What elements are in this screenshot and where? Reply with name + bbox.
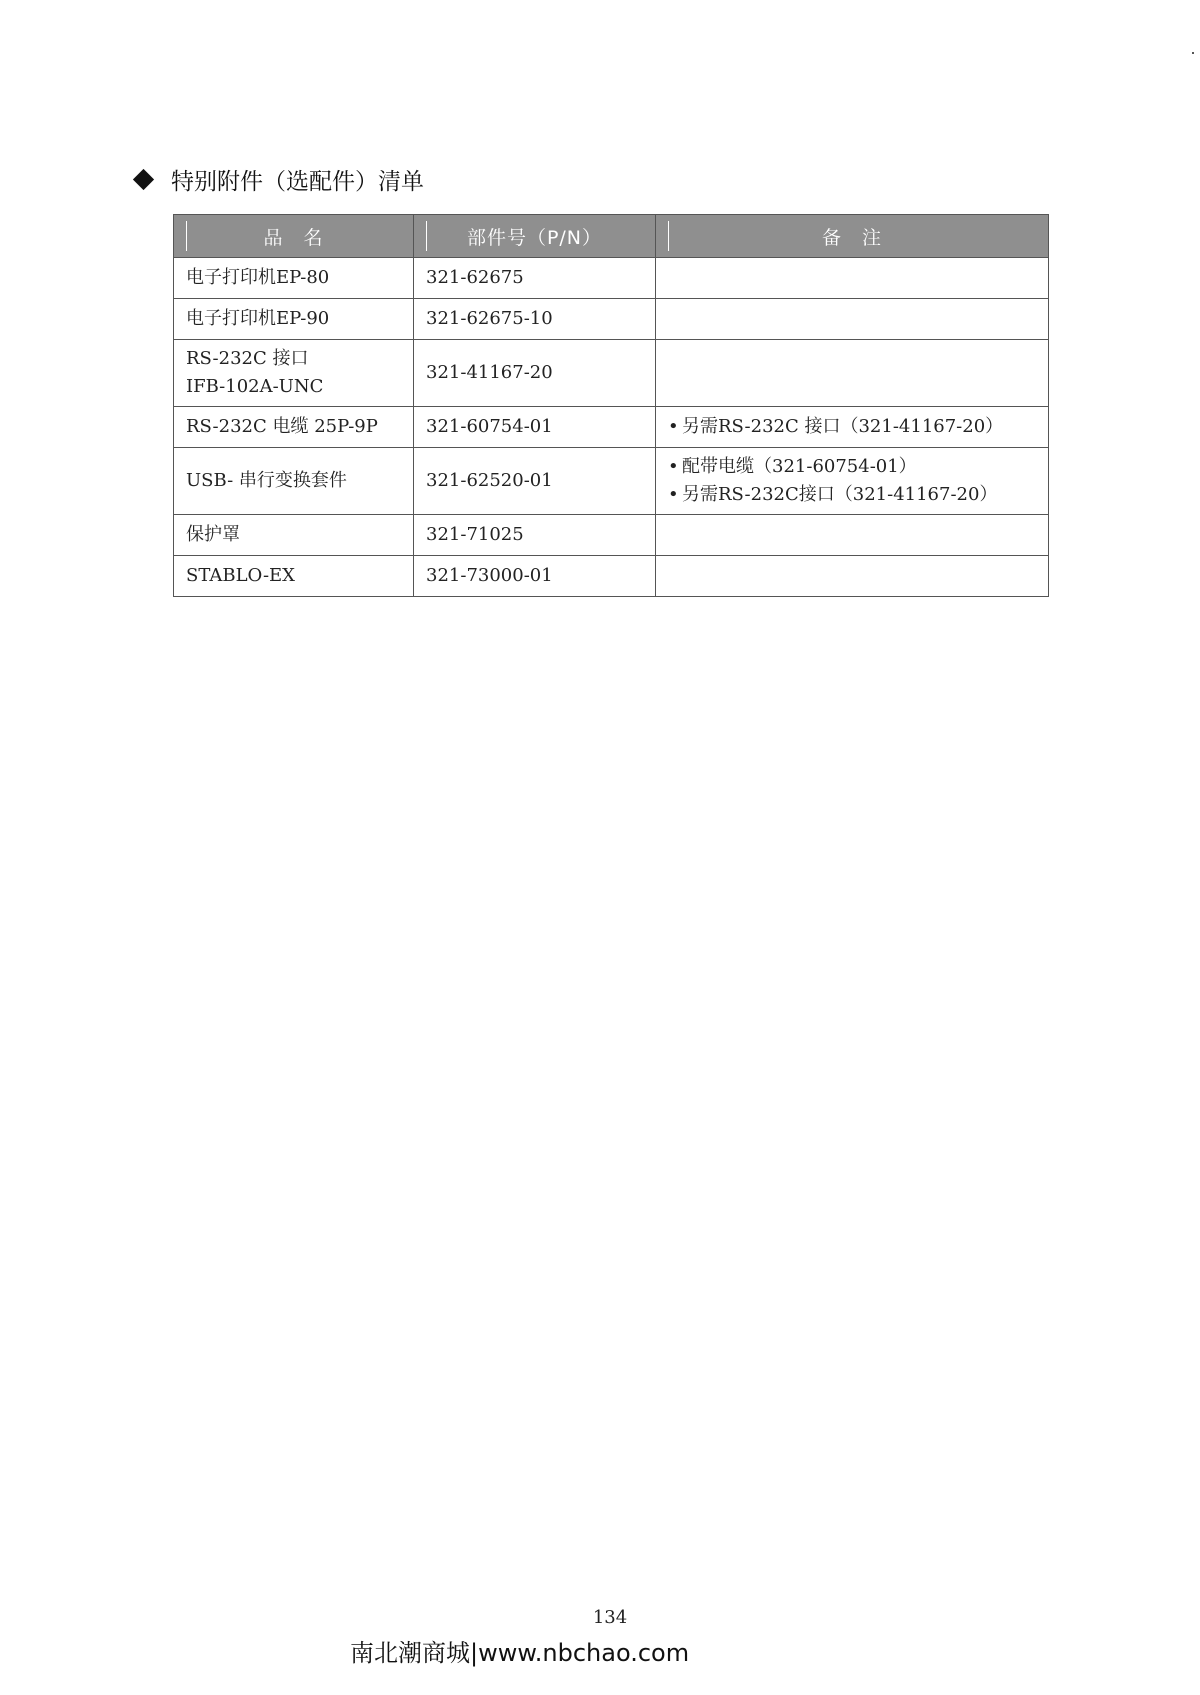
cell-remarks bbox=[656, 407, 1049, 448]
bullet-dot-icon: • bbox=[668, 456, 679, 477]
diamond-bullet-icon bbox=[133, 169, 154, 190]
header-remarks: 备 注 bbox=[656, 215, 1049, 258]
table-header-row bbox=[174, 215, 1049, 258]
cell-remarks bbox=[656, 340, 1049, 407]
cell-part-number: 321-62675-10 bbox=[414, 299, 656, 340]
cell-part-number: 321-60754-01 bbox=[414, 407, 656, 448]
section-heading bbox=[132, 163, 424, 196]
table-row bbox=[174, 340, 1049, 407]
cell-product-name: RS-232C 电缆 25P-9P bbox=[174, 407, 414, 448]
remark-item: • 配带电缆（321-60754-01） bbox=[668, 453, 1036, 481]
cell-product-name: RS-232C 接口 IFB-102A-UNC bbox=[174, 340, 414, 407]
cell-part-number: 321-62520-01 bbox=[414, 448, 656, 515]
bullet-dot-icon: • bbox=[668, 484, 679, 505]
cell-part-number: 321-62675 bbox=[414, 258, 656, 299]
cell-remarks bbox=[656, 556, 1049, 597]
cell-product-name: USB- 串行变换套件 bbox=[174, 448, 414, 515]
table-row bbox=[174, 258, 1049, 299]
page-number: 134 bbox=[592, 1607, 628, 1628]
table-row bbox=[174, 448, 1049, 515]
cell-product-name: 保护罩 bbox=[174, 515, 414, 556]
cell-product-name: STABLO-EX bbox=[174, 556, 414, 597]
header-part-number: 部件号（P/N） bbox=[414, 215, 656, 258]
table-row bbox=[174, 556, 1049, 597]
table-row bbox=[174, 515, 1049, 556]
remark-item: • 另需RS-232C接口（321-41167-20） bbox=[668, 481, 1036, 509]
cell-remarks bbox=[656, 515, 1049, 556]
cell-product-name: 电子打印机EP-90 bbox=[174, 299, 414, 340]
table-row bbox=[174, 407, 1049, 448]
footer-watermark: 南北潮商城|www.nbchao.com bbox=[350, 1639, 690, 1667]
header-product-name: 品 名 bbox=[174, 215, 414, 258]
table-row bbox=[174, 299, 1049, 340]
cell-product-name: 电子打印机EP-80 bbox=[174, 258, 414, 299]
cell-part-number: 321-73000-01 bbox=[414, 556, 656, 597]
section-title: 特别附件（选配件）清单 bbox=[171, 169, 424, 195]
cell-remarks bbox=[656, 299, 1049, 340]
cell-remarks bbox=[656, 258, 1049, 299]
remark-item: • 另需RS-232C 接口（321-41167-20） bbox=[668, 413, 1036, 441]
accessories-table bbox=[173, 214, 1049, 597]
cell-part-number: 321-71025 bbox=[414, 515, 656, 556]
cell-remarks bbox=[656, 448, 1049, 515]
bullet-dot-icon: • bbox=[668, 416, 679, 437]
corner-mark bbox=[1192, 52, 1194, 54]
cell-part-number: 321-41167-20 bbox=[414, 340, 656, 407]
